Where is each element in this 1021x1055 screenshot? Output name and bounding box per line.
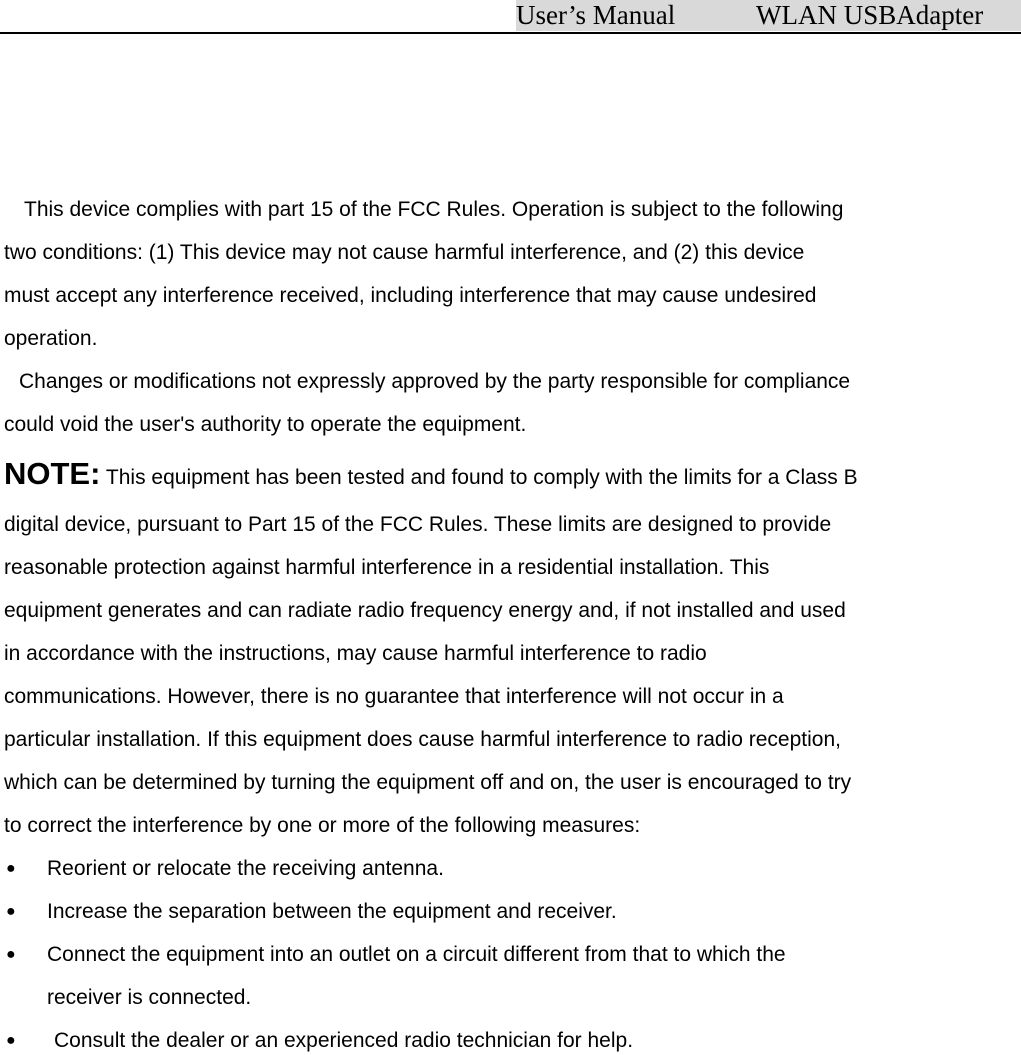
note-line8: which can be determined by turning the equipment off and on, the user is encouraged to try	[4, 771, 852, 794]
page-header	[0, 0, 1021, 34]
note-line9: to correct the interference by one or more of the following measures:	[4, 814, 641, 837]
measure-item-3-cont: receiver is connected.	[47, 986, 252, 1009]
note-line6: communications. However, there is no guarantee that interference will not occur in a	[4, 685, 784, 708]
measure-item-3: Connect the equipment into an outlet on a circuit different from that to which the	[47, 943, 786, 966]
note-label: NOTE:	[4, 456, 101, 491]
bullet-icon: ●	[6, 1032, 16, 1049]
note-line1-text: This equipment has been tested and found to comply with the limits for a Class B	[105, 466, 858, 489]
fcc-para1-line2: two conditions: (1) This device may not cause harmful interference, and (2) this device	[4, 241, 805, 264]
fcc-para1-line3: must accept any interference received, including interference that may cause undesired	[4, 284, 817, 307]
manual-title: User’s Manual	[516, 0, 676, 30]
note-line5: in accordance with the instructions, may cause harmful interference to radio	[4, 642, 707, 665]
header-label	[516, 0, 1021, 31]
product-title: WLAN USBAdapter	[756, 0, 984, 30]
fcc-para2-line2: could void the user's authority to operate the equipment.	[4, 413, 527, 436]
measure-item-2: Increase the separation between the equipment and receiver.	[47, 900, 617, 923]
note-line4: equipment generates and can radiate radio frequency energy and, if not installed and used	[4, 599, 846, 622]
note-line2: digital device, pursuant to Part 15 of the FCC Rules. These limits are designed to provide	[4, 513, 832, 536]
fcc-para1-line4: operation.	[4, 327, 98, 350]
fcc-para1-line1: This device complies with part 15 of the FCC Rules. Operation is subject to the following	[24, 198, 844, 221]
fcc-para2-line1: Changes or modifications not expressly approved by the party responsible for compliance	[19, 370, 851, 393]
note-line3: reasonable protection against harmful interference in a residential installation. This	[4, 556, 770, 579]
note-line1	[4, 458, 858, 494]
bullet-icon: ●	[6, 946, 16, 963]
bullet-icon: ●	[6, 860, 16, 877]
measure-item-4: Consult the dealer or an experienced radio technician for help.	[54, 1029, 634, 1052]
bullet-icon: ●	[6, 903, 16, 920]
note-line7: particular installation. If this equipment does cause harmful interference to radio reception,	[4, 728, 841, 751]
measure-item-1: Reorient or relocate the receiving antenna.	[47, 857, 444, 880]
